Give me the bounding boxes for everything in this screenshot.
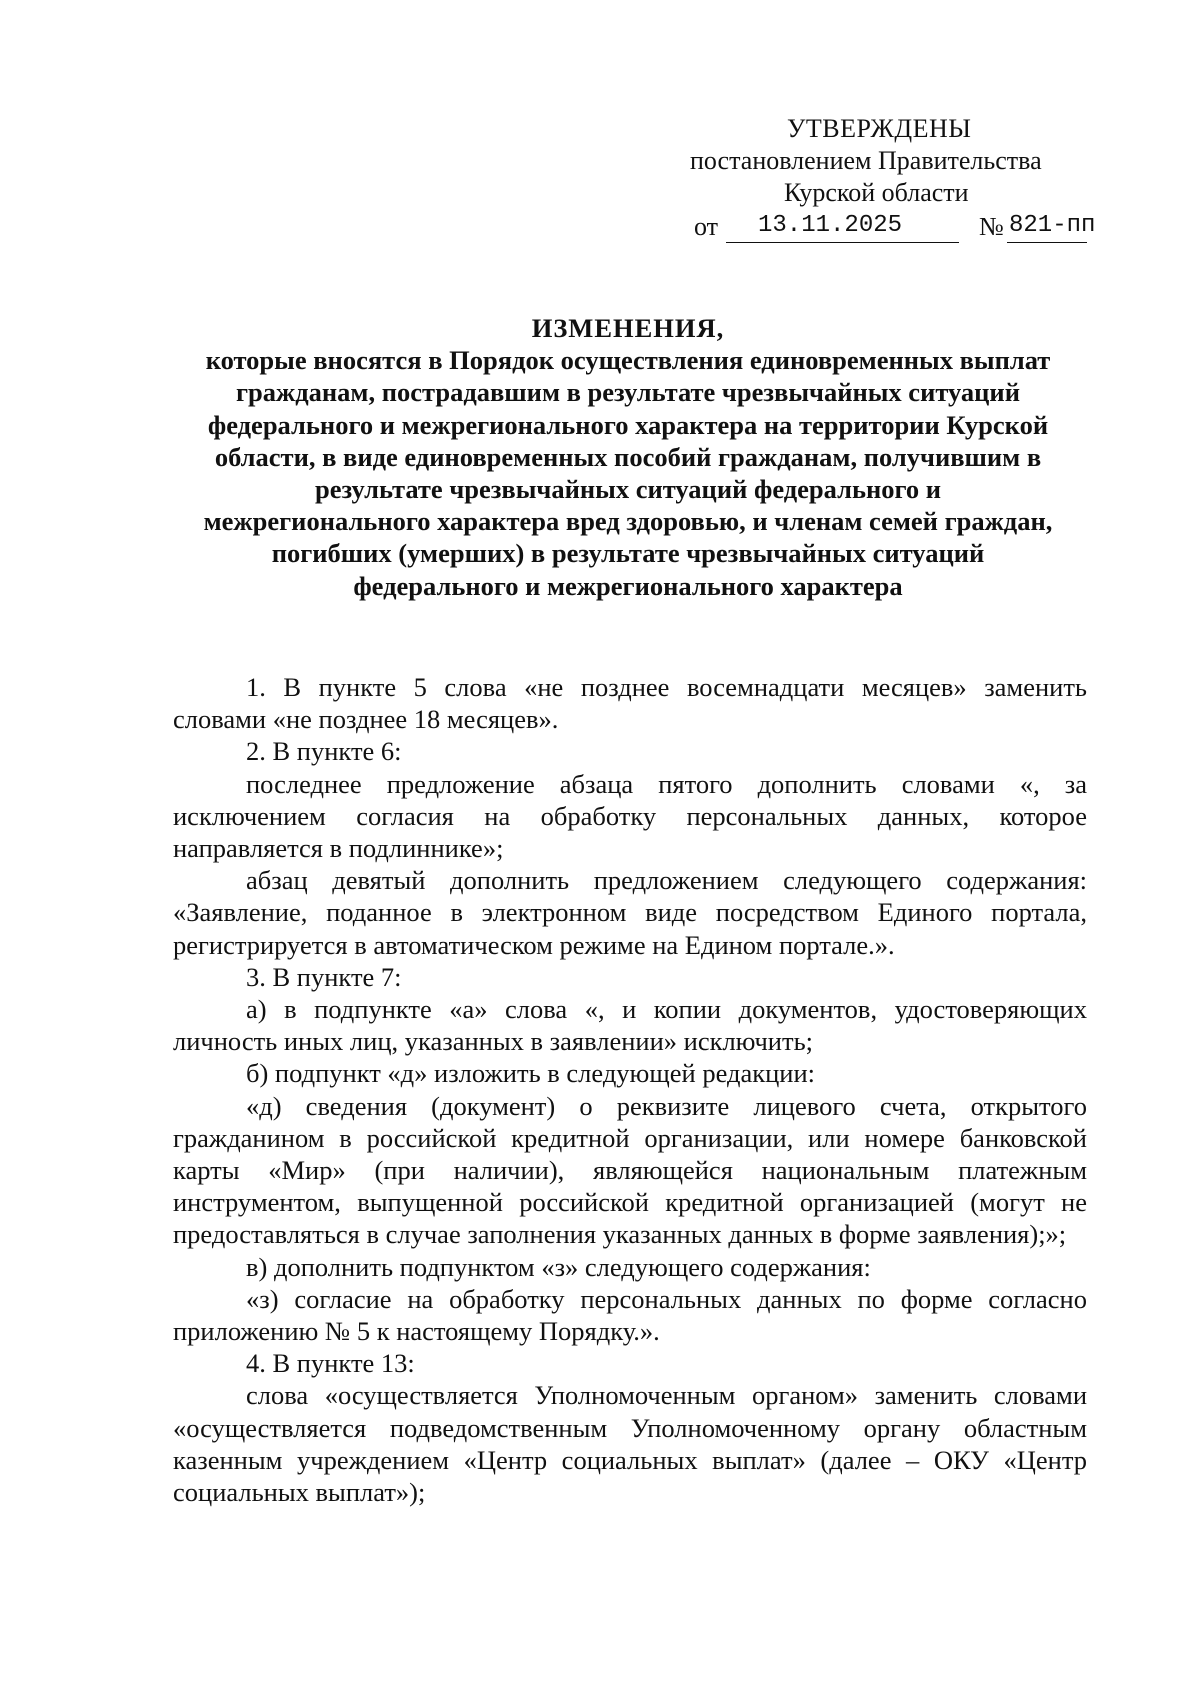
- paragraph: б) подпункт «д» изложить в следующей редакции:: [246, 1058, 816, 1089]
- title-line: области, в виде единовременных пособий гражданам, получившим в: [214, 441, 1042, 472]
- paragraph: абзац девятый дополнить предложением следующего содержания: «Заявление, поданное в электронном виде посредством Единого портала, регистрируется в автоматическом режиме на Едином портале.».: [173, 865, 1087, 960]
- approval-stamp-block: [690, 113, 1110, 245]
- approval-authority: постановлением Правительства: [690, 146, 1042, 175]
- date-prefix: от: [694, 212, 719, 241]
- paragraph: а) в подпункте «а» слова «, и копии документов, удостоверяющих личность иных лиц, указанных в заявлении» исключить;: [173, 994, 1087, 1057]
- paragraph: последнее предложение абзаца пятого дополнить словами «, за исключением согласия на обработку персональных данных, которое направляется в подлиннике»;: [173, 768, 1087, 864]
- paragraph: в) дополнить подпунктом «з» следующего содержания:: [246, 1251, 871, 1282]
- paragraph: «з) согласие на обработку персональных данных по форме согласно приложению № 5 к настоящему Порядку.».: [173, 1283, 1087, 1347]
- approval-date-number-row: [690, 211, 1110, 245]
- paragraph: «д) сведения (документ) о реквизите лицевого счета, открытого гражданином в российской кредитной организации, или номере банковской карты «Мир» (при наличии), являющейся национальным платежным инструментом, выпущенной российской кредитной организацией (могут не предоставляться в случае заполнения указанных данных в форме заявления);»;: [173, 1090, 1087, 1250]
- approval-region: Курской области: [784, 178, 969, 207]
- number-sign: №: [979, 212, 1004, 241]
- paragraph: 4. В пункте 13:: [246, 1348, 415, 1379]
- title-line: погибших (умерших) в результате чрезвычайных ситуаций: [271, 538, 985, 569]
- approval-date: 13.11.2025: [758, 212, 903, 239]
- approval-heading: УТВЕРЖДЕНЫ: [787, 114, 972, 143]
- paragraph: 1. В пункте 5 слова «не позднее восемнадцати месяцев» заменить словами «не позднее 18 месяцев».: [173, 672, 1087, 735]
- title-heading: ИЗМЕНЕНИЯ,: [531, 313, 725, 343]
- paragraph: слова «осуществляется Уполномоченным органом» заменить словами «осуществляется подведомственным Уполномоченному органу областным казенным учреждением «Центр социальных выплат» (далее – ОКУ «Центр социальных выплат»);: [173, 1380, 1087, 1508]
- approval-number: 821-пп: [1009, 212, 1096, 239]
- title-line: которые вносятся в Порядок осуществления единовременных выплат: [205, 345, 1051, 376]
- title-line: федерального и межрегионального характера на территории Курской: [207, 409, 1049, 440]
- document-title: [160, 312, 1096, 602]
- title-line: межрегионального характера вред здоровью, и членам семей граждан,: [203, 506, 1053, 537]
- title-line: результате чрезвычайных ситуаций федерального и: [314, 474, 942, 505]
- document-body: [173, 671, 1087, 1508]
- title-line: федерального и межрегионального характера: [353, 570, 903, 601]
- paragraph: 3. В пункте 7:: [246, 961, 402, 992]
- title-line: гражданам, пострадавшим в результате чрезвычайных ситуаций: [236, 377, 1020, 408]
- paragraph: 2. В пункте 6:: [246, 736, 402, 767]
